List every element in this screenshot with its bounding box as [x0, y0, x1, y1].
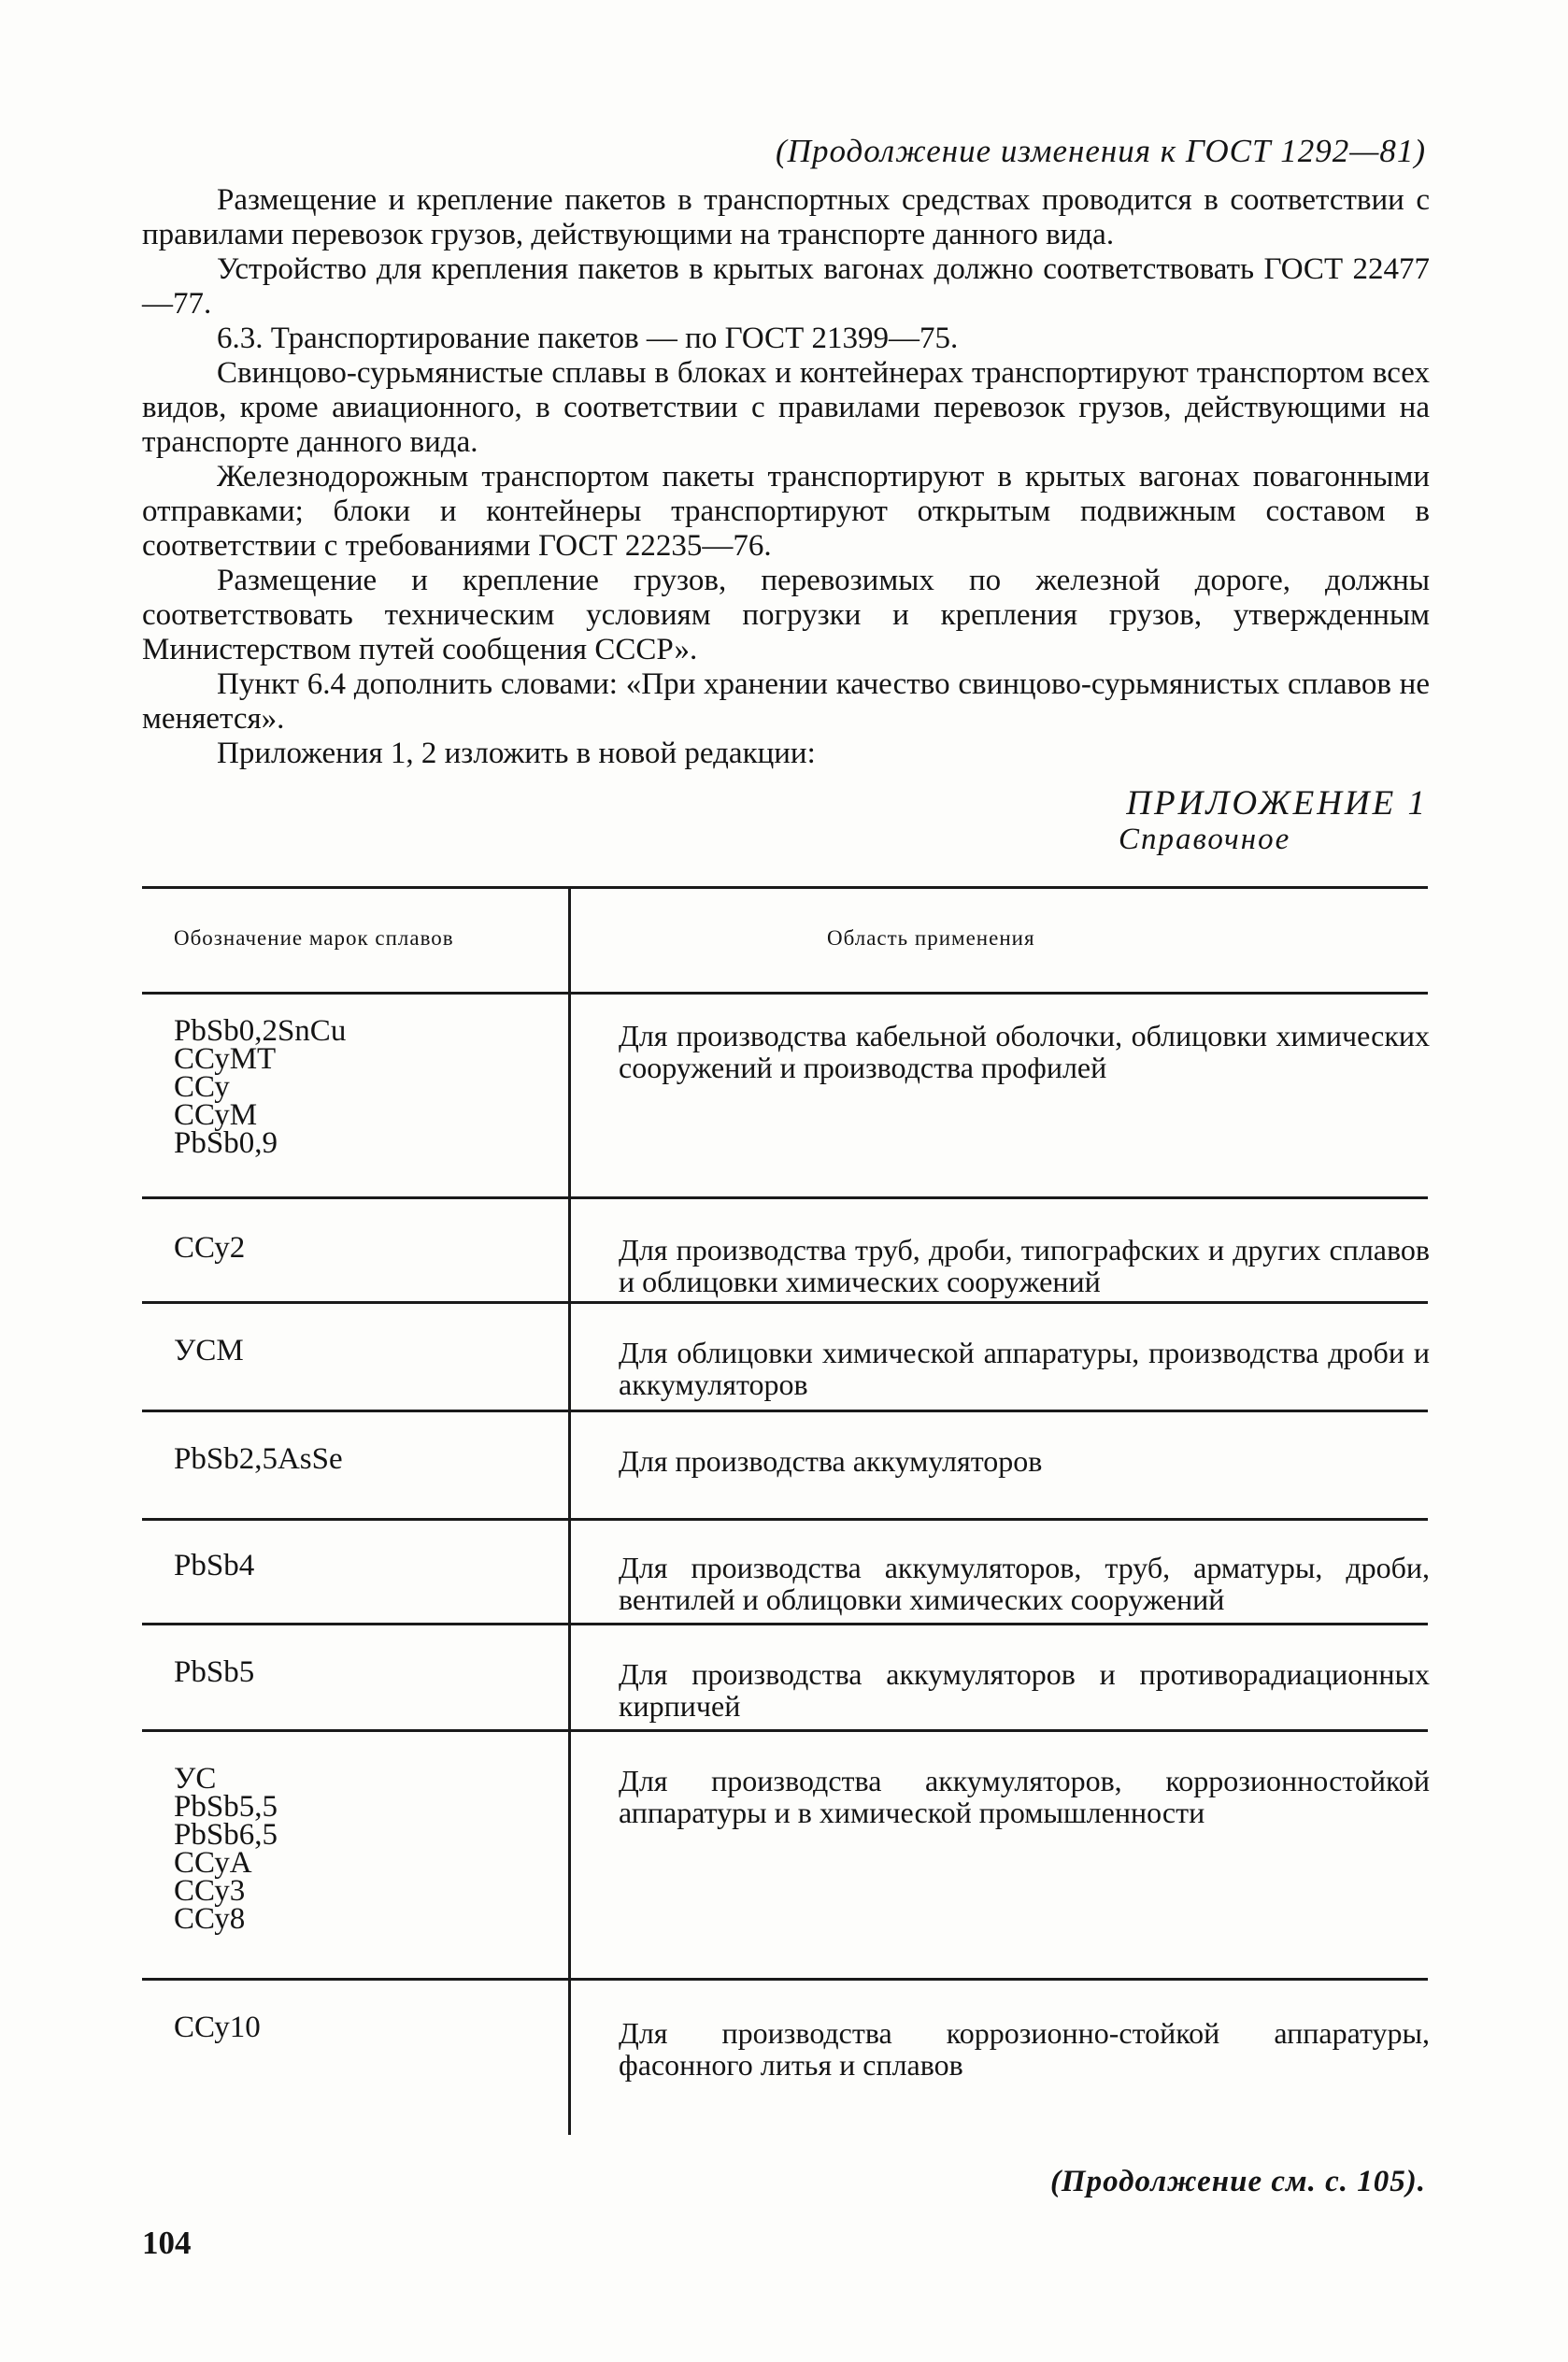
usage-cell: Для производства коррозионно-стойкой аппаратуры, фасонного литья и сплавов — [619, 2016, 1430, 2082]
alloy-cell — [174, 1655, 255, 1689]
appendix-title: ПРИЛОЖЕНИЕ 1 — [1126, 784, 1428, 823]
alloy-grade: УС — [174, 1762, 217, 1796]
alloy-cell — [174, 1231, 246, 1265]
usage-cell: Для производства аккумуляторов и противорадиационных кирпичей — [619, 1657, 1430, 1723]
usage-cell: Для производства труб, дроби, типографских и других сплавов и облицовки химических сооружений — [619, 1233, 1430, 1298]
alloy-grade: PbSb5 — [174, 1655, 255, 1689]
paragraph: Размещение и крепление пакетов в транспортных средствах проводится в соответствии с правилами перевозок грузов, действующими на транспорте данного вида. — [142, 183, 1430, 251]
alloy-cell — [174, 1549, 255, 1582]
row-rule — [142, 1978, 1428, 1981]
alloy-grade: PbSb0,9 — [174, 1126, 278, 1160]
alloy-grade: ССу — [174, 1070, 230, 1104]
table-top-rule — [142, 886, 1428, 889]
row-rule — [142, 1196, 1428, 1199]
alloy-grade: PbSb5,5 — [174, 1790, 278, 1824]
header-bottom-rule — [142, 992, 1428, 995]
row-rule — [142, 1729, 1428, 1732]
alloy-cell — [174, 1014, 347, 1160]
column-divider — [568, 886, 571, 2135]
alloy-grade: ССу8 — [174, 1902, 246, 1936]
page-number: 104 — [142, 2225, 192, 2261]
alloy-cell — [174, 1334, 244, 1367]
continuation-note: (Продолжение см. с. 105). — [1049, 2165, 1426, 2198]
paragraph: Размещение и крепление грузов, перевозимых по железной дороге, должны соответствовать техническим условиям погрузки и крепления грузов, утвержденным Министерством путей сообщения СССР». — [142, 564, 1430, 666]
alloy-cell — [174, 2011, 261, 2044]
alloy-grade: PbSb0,2SnCu — [174, 1014, 347, 1048]
usage-cell: Для производства аккумуляторов, труб, арматуры, дроби, вентилей и облицовки химических сооружений — [619, 1551, 1430, 1616]
usage-cell: Для производства аккумуляторов, коррозионностойкой аппаратуры и в химической промышленности — [619, 1764, 1430, 1829]
usage-cell: Для производства аккумуляторов — [619, 1444, 1043, 1478]
appendix-subtitle: Справочное — [1119, 823, 1291, 856]
alloy-grade: ССуМ — [174, 1098, 258, 1132]
alloy-grade: PbSb6,5 — [174, 1818, 278, 1852]
paragraph: Пункт 6.4 дополнить словами: «При хранении качество свинцово-сурьмянистых сплавов не меняется». — [142, 667, 1430, 736]
alloy-grade: ССу2 — [174, 1231, 246, 1265]
alloy-cell — [174, 1762, 278, 1936]
paragraph: Устройство для крепления пакетов в крытых вагонах должно соответствовать ГОСТ 22477—77. — [142, 252, 1430, 321]
alloy-grade: ССуМТ — [174, 1042, 277, 1076]
row-rule — [142, 1623, 1428, 1625]
paragraph: Приложения 1, 2 изложить в новой редакции: — [217, 737, 816, 770]
paragraph: Железнодорожным транспортом пакеты транспортируют в крытых вагонах повагонными отправками; блоки и контейнеры транспортируют открытым подвижным составом в соответствии с требованиями ГОСТ 22235—76. — [142, 460, 1430, 563]
usage-cell: Для производства кабельной оболочки, облицовки химических сооружений и производства профилей — [619, 1019, 1430, 1084]
row-rule — [142, 1518, 1428, 1521]
header-usage: Область применения — [827, 926, 1035, 950]
alloy-grade: ССу10 — [174, 2011, 261, 2044]
alloy-cell — [174, 1442, 343, 1476]
paragraph: Свинцово-сурьмянистые сплавы в блоках и контейнерах транспортируют транспортом всех видов, кроме авиационного, в соответствии с правилами перевозок грузов, действующими на транспорте данного вида. — [142, 356, 1430, 459]
body-text — [142, 183, 1430, 771]
paragraph: 6.3. Транспортирование пакетов — по ГОСТ 21399—75. — [217, 322, 959, 355]
alloy-grade: ССу3 — [174, 1874, 246, 1908]
header-alloys: Обозначение марок сплавов — [174, 926, 454, 950]
alloy-table — [142, 886, 1433, 2139]
running-head: (Продолжение изменения к ГОСТ 1292—81) — [776, 133, 1426, 169]
row-rule — [142, 1410, 1428, 1412]
alloy-grade: УСМ — [174, 1334, 244, 1367]
alloy-grade: PbSb2,5AsSe — [174, 1442, 343, 1476]
alloy-grade: ССуА — [174, 1846, 252, 1880]
row-rule — [142, 1301, 1428, 1304]
usage-cell: Для облицовки химической аппаратуры, производства дроби и аккумуляторов — [619, 1336, 1430, 1401]
alloy-grade: PbSb4 — [174, 1549, 255, 1582]
